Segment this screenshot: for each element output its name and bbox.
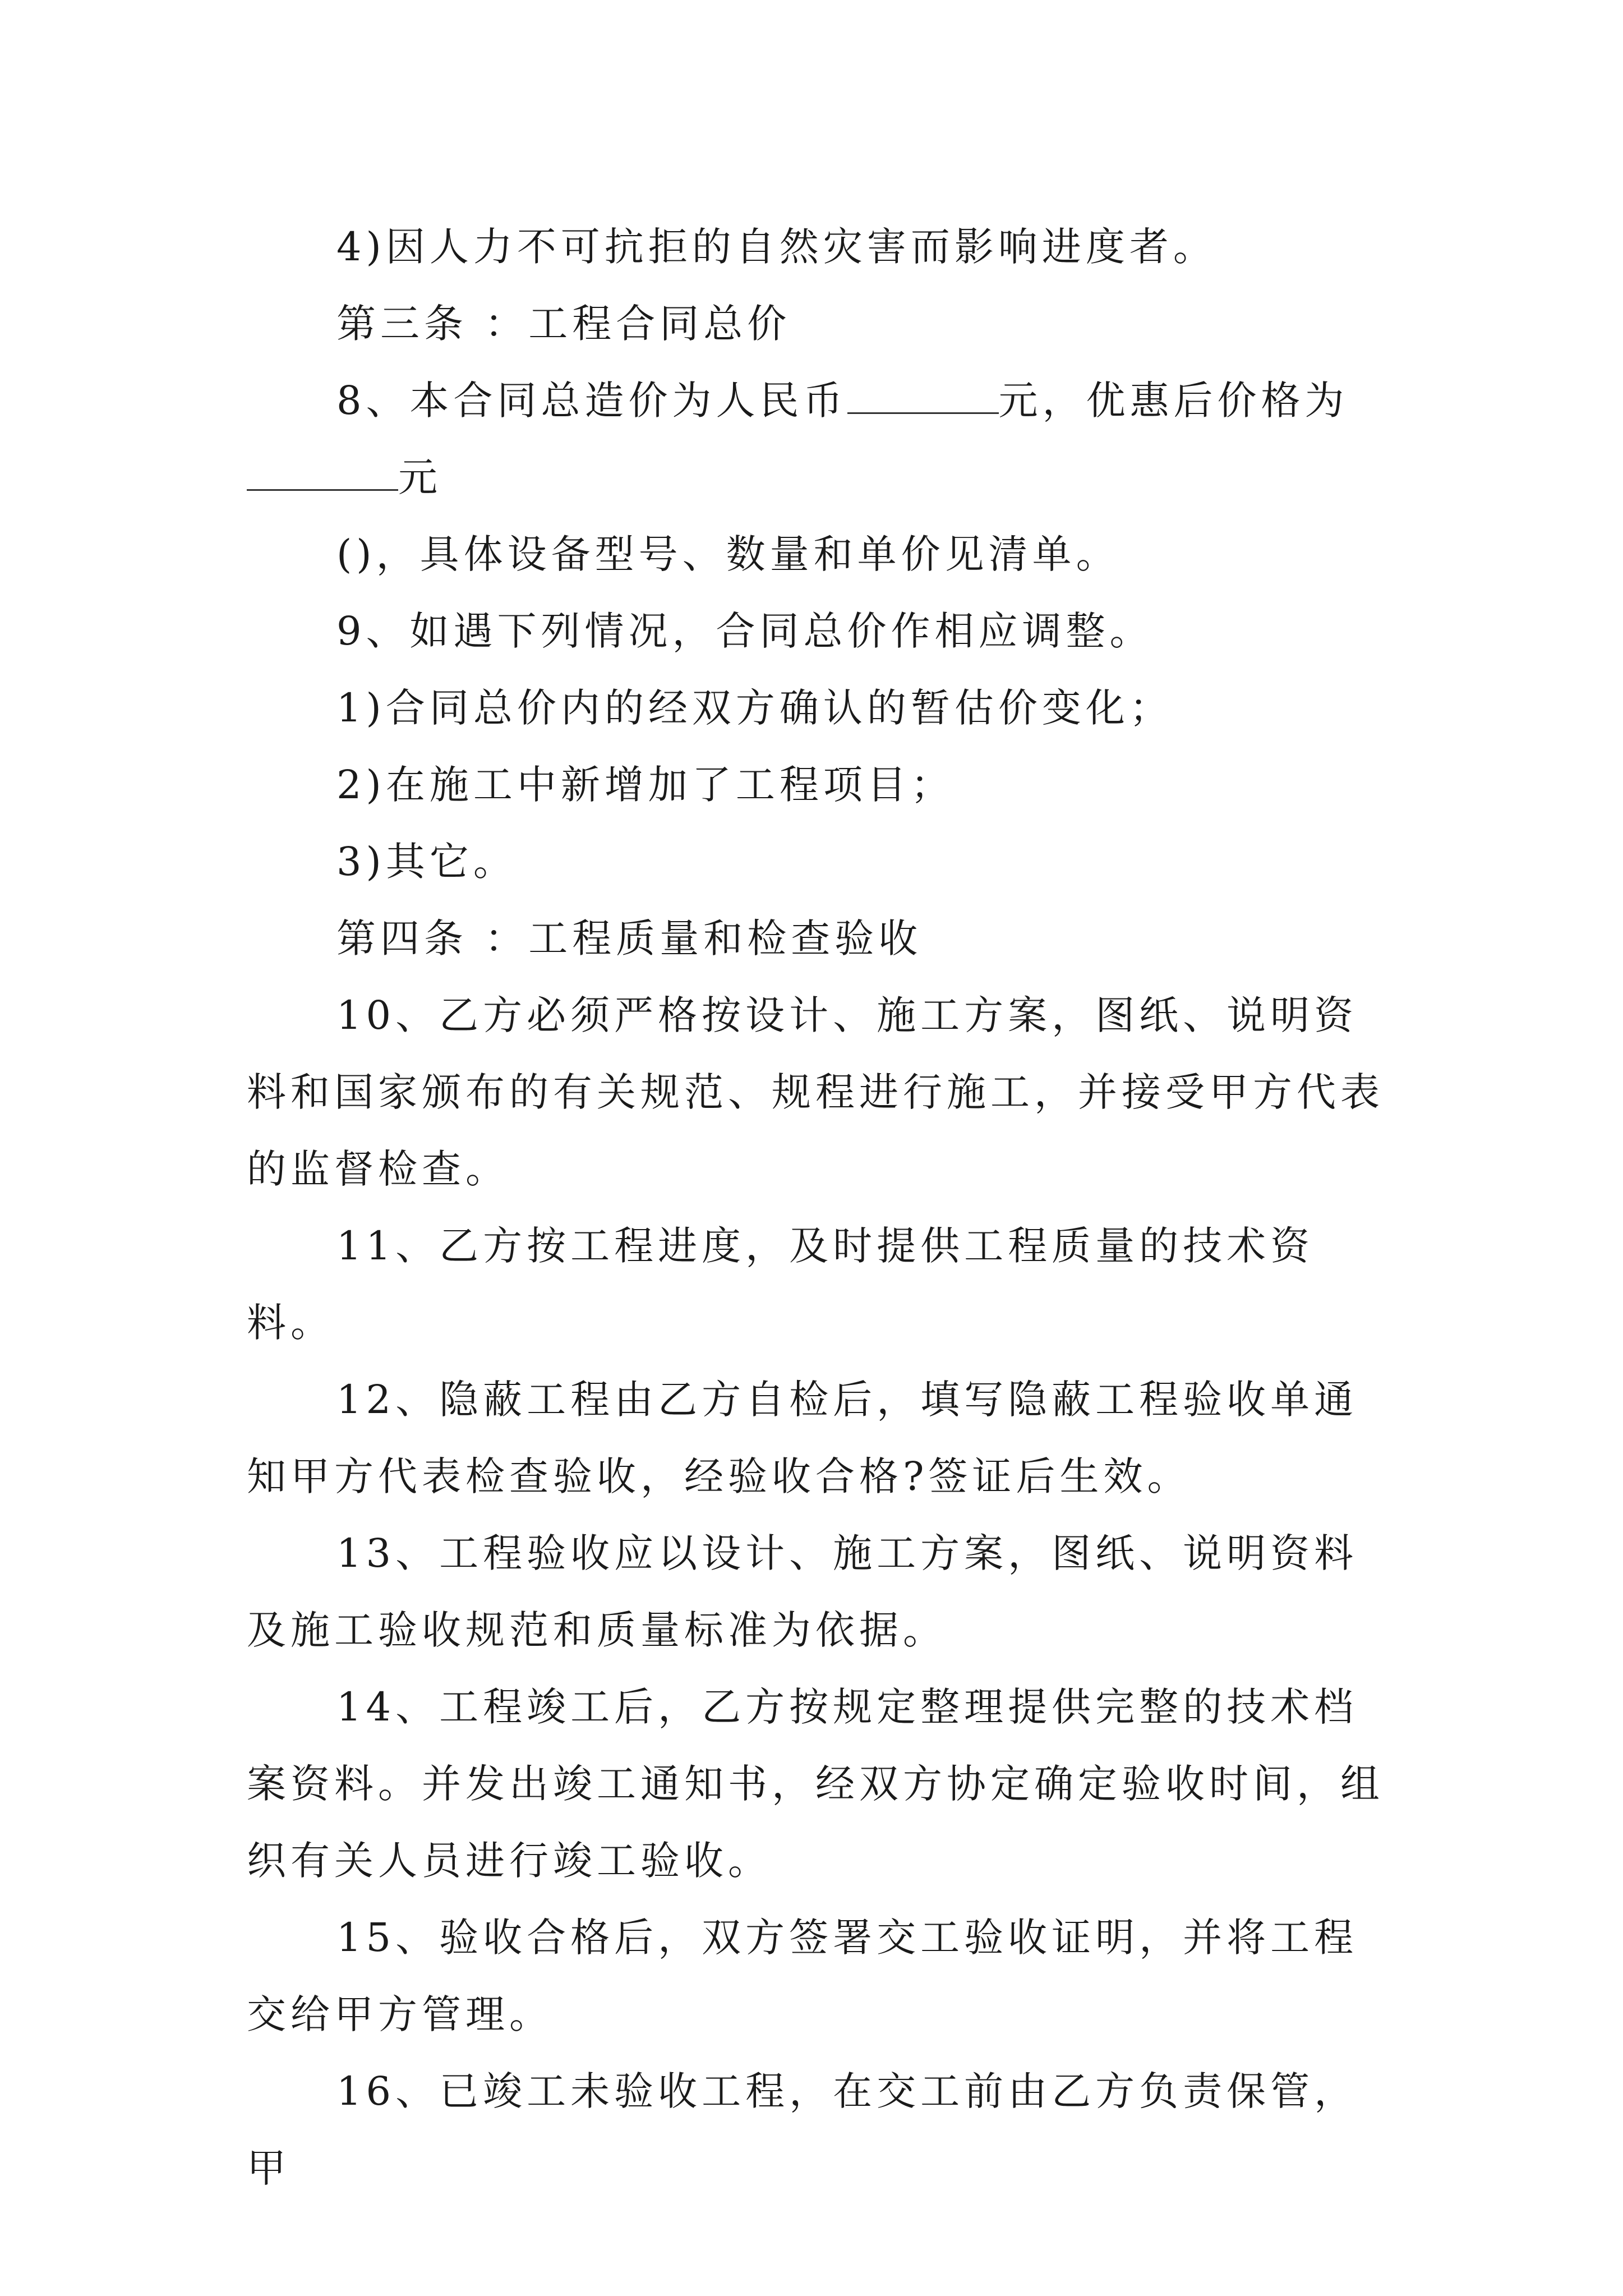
clause-9-item-1: 1)合同总价内的经双方确认的暂估价变化； <box>336 685 1173 731</box>
clause-8-middle: 元，优惠后价格为 <box>998 378 1349 424</box>
clause-item-4: 4)因人力不可抗拒的自然灾害而影响进度者。 <box>336 224 1217 270</box>
clause-9: 9、如遇下列情况，合同总价作相应调整。 <box>336 608 1154 654</box>
article-3-heading: 第三条 ：工程合同总价 <box>336 301 791 347</box>
clause-15: 15、验收合格后，双方签署交工验收证明，并将工程交给甲方管理。 <box>247 1915 1358 2037</box>
discount-price-blank <box>247 450 398 491</box>
clause-8-suffix: 元 <box>398 454 442 500</box>
clause-9-item-3: 3)其它。 <box>336 839 517 885</box>
clause-14: 14、工程竣工后，乙方按规定整理提供完整的技术档案资料。并发出竣工通知书，经双方协定确定验收时间，组织有关人员进行竣工验收。 <box>247 1684 1384 1884</box>
clause-8 <box>247 362 1385 516</box>
clause-11: 11、乙方按工程进度，及时提供工程质量的技术资料。 <box>247 1223 1315 1346</box>
total-price-blank <box>847 373 999 414</box>
clause-10: 10、乙方必须严格按设计、施工方案，图纸、说明资料和国家颁布的有关规范、规程进行施工，并接受甲方代表的监督检查。 <box>247 992 1384 1192</box>
clause-12: 12、隐蔽工程由乙方自检后，填写隐蔽工程验收单通知甲方代表检查验收，经验收合格?签证后生效。 <box>247 1377 1358 1499</box>
clause-8-prefix: 8、本合同总造价为人民币 <box>336 378 847 424</box>
clause-9-item-2: 2)在施工中新增加了工程项目； <box>336 762 955 808</box>
clause-13: 13、工程验收应以设计、施工方案，图纸、说明资料及施工验收规范和质量标准为依据。 <box>247 1530 1358 1653</box>
article-4-heading: 第四条 ：工程质量和检查验收 <box>336 915 923 961</box>
clause-16: 16、已竣工未验收工程，在交工前由乙方负责保管，甲 <box>247 2068 1358 2191</box>
document-body <box>247 209 1385 2207</box>
clause-8-continued: ()，具体设备型号、数量和单价见清单。 <box>336 531 1120 577</box>
